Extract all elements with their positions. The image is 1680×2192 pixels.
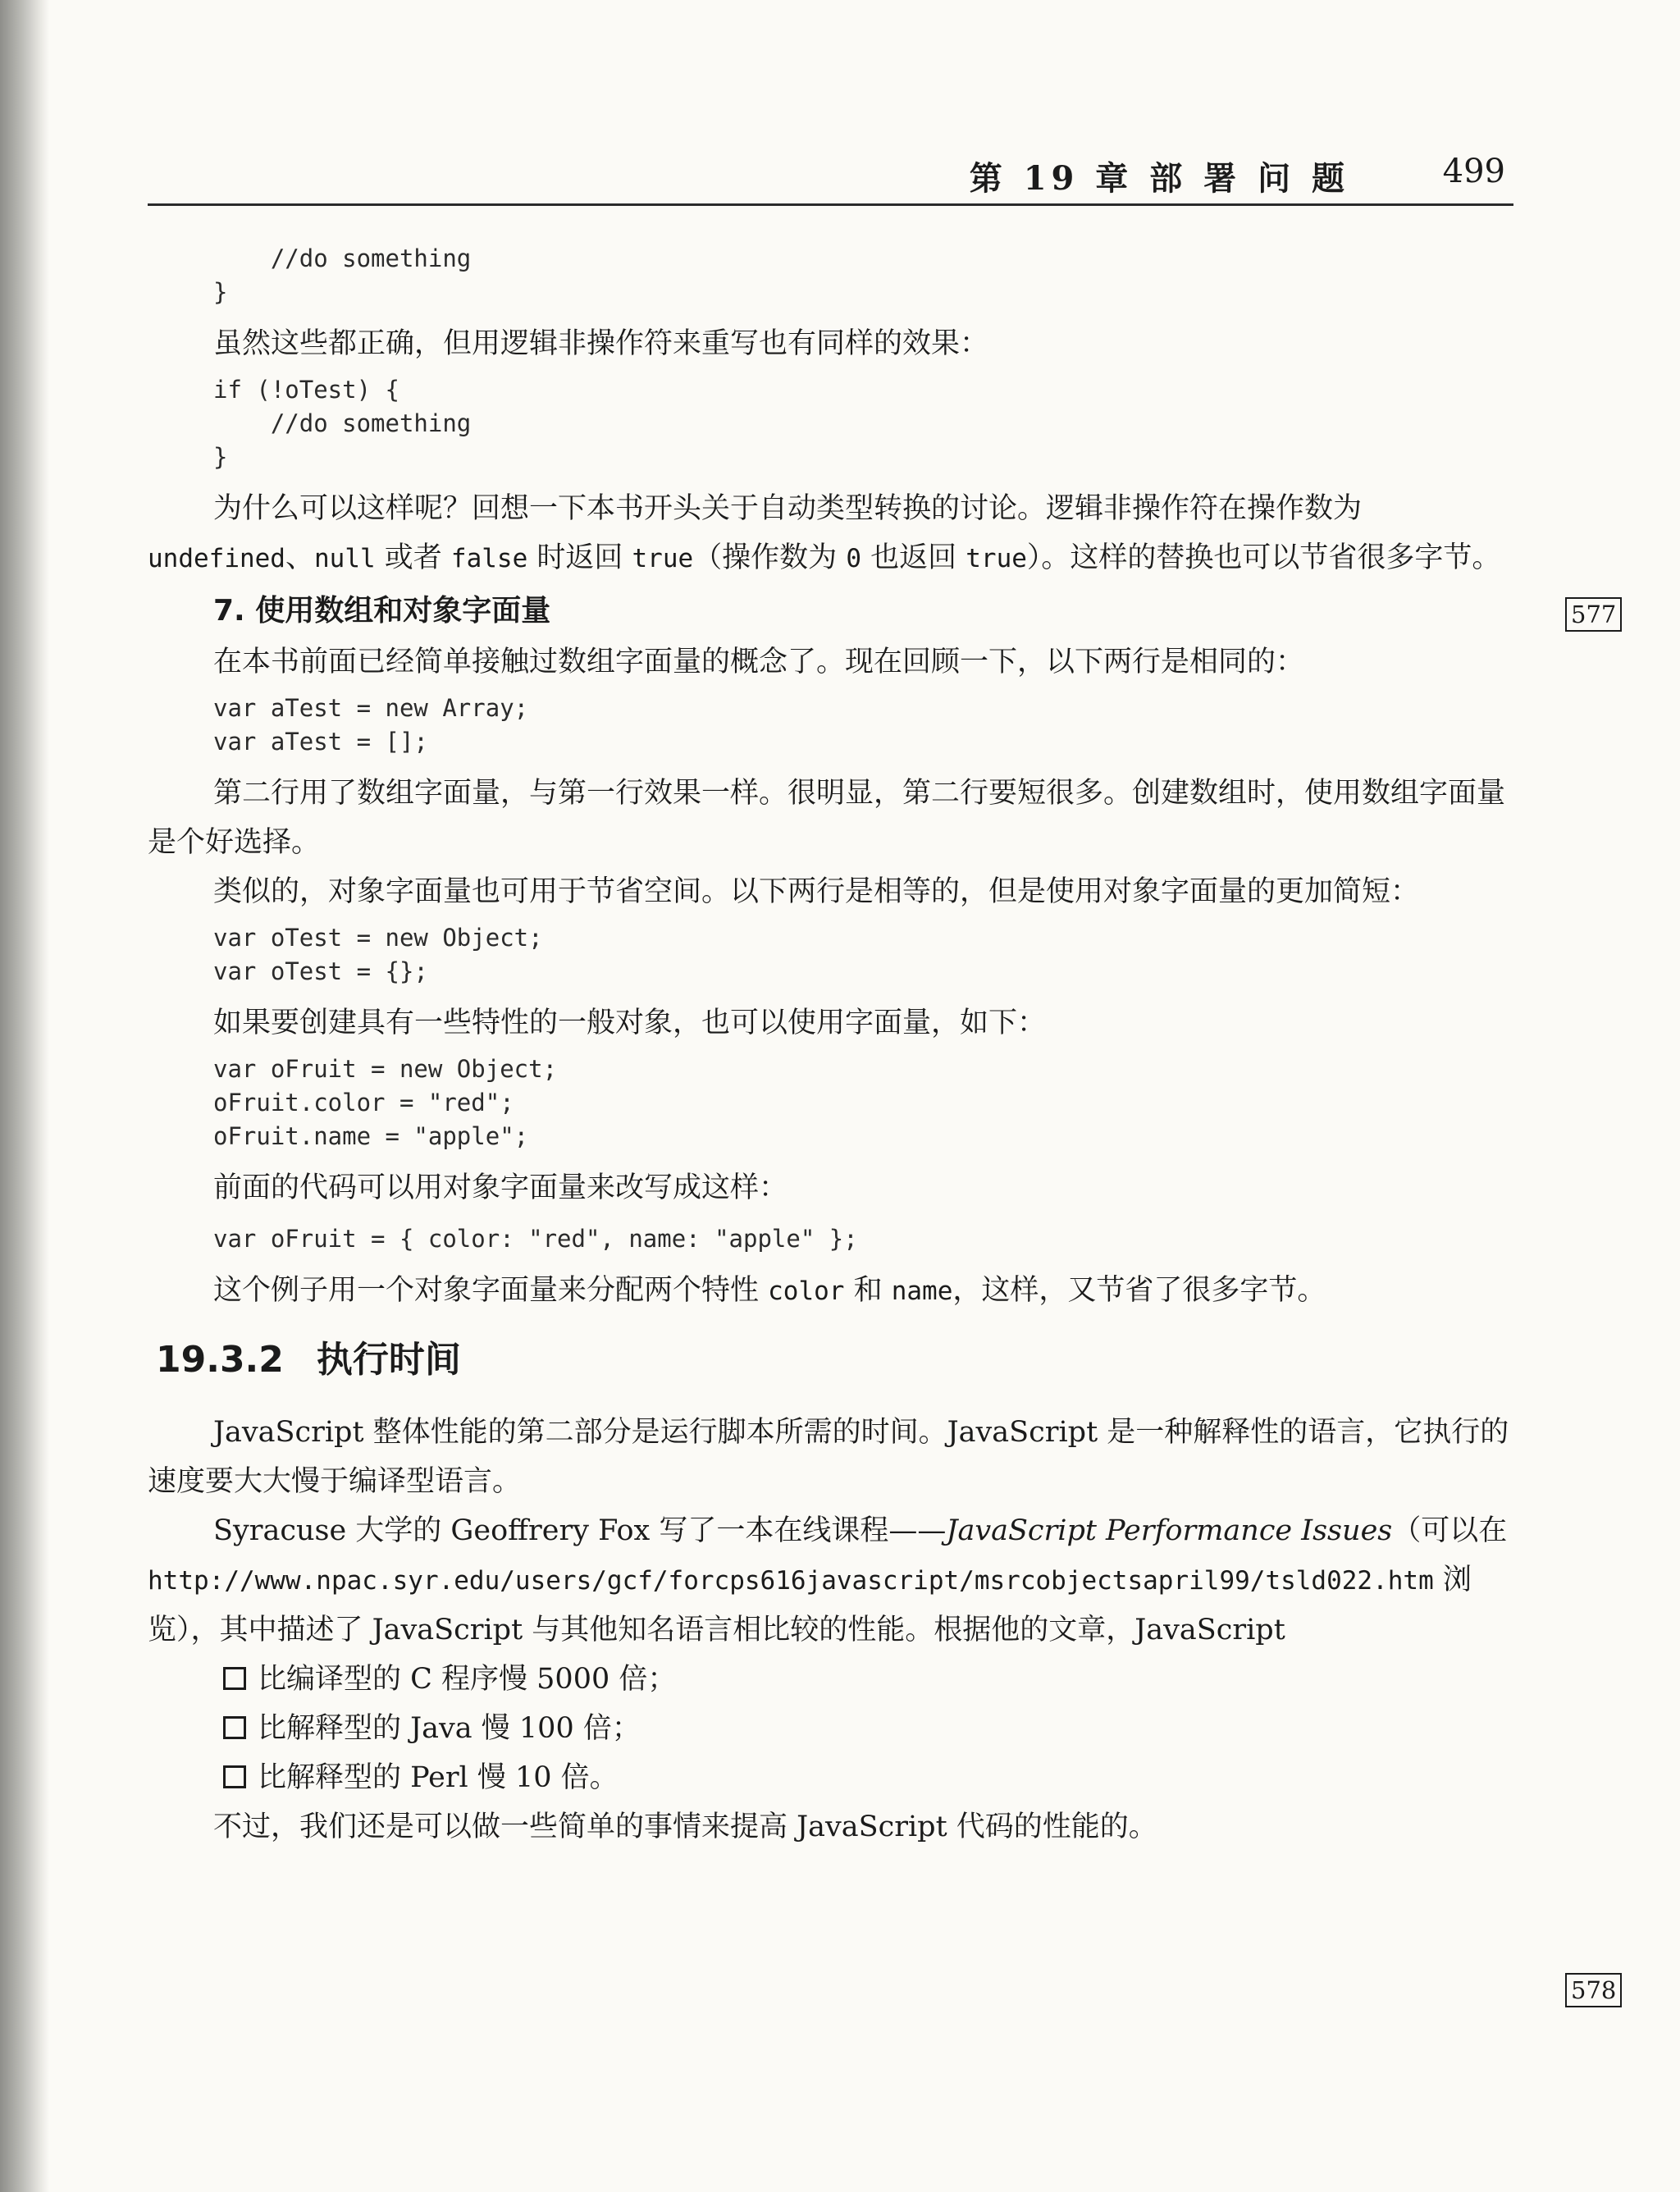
paragraph: JavaScript 整体性能的第二部分是运行脚本所需的时间。JavaScript 是一种解释性的语言，它执行的速度要大大慢于编译型语言。 [148, 1416, 1509, 1498]
paragraph: 在本书前面已经简单接触过数组字面量的概念了。现在回顾一下，以下两行是相同的： [213, 646, 1305, 678]
list-item [223, 1753, 1513, 1802]
text-run: 、 [285, 541, 314, 574]
chapter-title: 第 19 章 部 署 问 题 [969, 159, 1349, 198]
main-text [148, 242, 1513, 1852]
running-header [148, 146, 1513, 206]
text-run: （可以在 [1392, 1514, 1508, 1547]
paragraph [148, 1266, 1513, 1316]
paragraph [148, 484, 1513, 583]
paragraph: 类似的，对象字面量也可用于节省空间。以下两行是相等的，但是使用对象字面量的更加简短： [213, 875, 1420, 908]
text-run: 时返回 [527, 541, 632, 574]
code-term: true [966, 544, 1027, 573]
text-run: 或者 [375, 541, 451, 574]
code-block: var oFruit = { color: "red", name: "apple" }; [213, 1225, 858, 1253]
paragraph: 前面的代码可以用对象字面量来改写成这样： [213, 1171, 788, 1204]
course-title: JavaScript Performance Issues [946, 1514, 1393, 1547]
code-block: var oFruit = new Object; oFruit.color = "red"; oFruit.name = "apple"; [213, 1055, 558, 1150]
text-run: 和 [844, 1274, 892, 1307]
paragraph [148, 1506, 1513, 1655]
list-item [223, 1704, 1513, 1753]
section-title: 执行时间 [316, 1339, 461, 1381]
code-term: undefined [148, 544, 285, 573]
code-block: var oTest = new Object; var oTest = {}; [213, 924, 543, 985]
code-term: 0 [846, 544, 861, 573]
paragraph: 不过，我们还是可以做一些简单的事情来提高 JavaScript 代码的性能的。 [213, 1811, 1157, 1843]
section-number: 19.3.2 [156, 1339, 284, 1381]
text-run: ，这样，又节省了很多字节。 [952, 1274, 1326, 1307]
text-run: 浏览），其中描述了 JavaScript 与其他知名语言相比较的性能。根据他的文章，JavaScript [148, 1564, 1472, 1646]
margin-page-ref: 578 [1565, 1973, 1622, 2007]
text-run: ）。这样的替换也可以节省 [1026, 541, 1358, 574]
code-term: null [314, 544, 376, 573]
list-item [223, 1655, 1513, 1704]
text-run: 为什么可以这样呢？回想一下本书开头关于自动类型转换的讨论。逻辑非操作符在操作数为 [213, 492, 1363, 525]
code-term: true [632, 544, 694, 573]
code-term: name [891, 1276, 953, 1306]
checkbox-bullet-icon [223, 1667, 246, 1690]
list-item-text: 比解释型的 Perl 慢 10 倍。 [258, 1761, 619, 1794]
text-run: 也返回 [861, 541, 966, 574]
checkbox-bullet-icon [223, 1716, 246, 1739]
text-run: 很多字节。 [1357, 541, 1501, 574]
list-item-text: 比编译型的 C 程序慢 5000 倍； [258, 1663, 677, 1696]
subsection-heading: 7. 使用数组和对象字面量 [213, 594, 551, 628]
url-text: http://www.npac.syr.edu/users/gcf/forcps616javascript/msrcobjectsapril99/tsld022.htm [148, 1566, 1434, 1596]
code-block: var aTest = new Array; var aTest = []; [213, 694, 529, 756]
paragraph: 虽然这些都正确，但用逻辑非操作符来重写也有同样的效果： [213, 327, 989, 360]
text-run: 这个例子用一个对象字面量来分配两个特性 [213, 1274, 769, 1307]
page-number: 499 [1442, 153, 1505, 190]
code-term: color [768, 1276, 845, 1306]
paragraph: 如果要创建具有一些特性的一般对象，也可以使用字面量，如下： [213, 1007, 1047, 1039]
section-heading [156, 1336, 1513, 1385]
list-item-text: 比解释型的 Java 慢 100 倍； [258, 1712, 641, 1745]
checkbox-bullet-icon [223, 1765, 246, 1788]
text-run: Syracuse 大学的 Geoffrery Fox 写了一本在线课程—— [213, 1514, 947, 1547]
text-run: （操作数为 [693, 541, 847, 574]
code-term: false [450, 544, 528, 573]
code-block: if (!oTest) { //do something } [213, 376, 472, 471]
code-block: //do something } [213, 244, 472, 306]
paragraph: 第二行用了数组字面量，与第一行效果一样。很明显，第二行要短很多。创建数组时，使用数组字面量是个好选择。 [148, 777, 1506, 859]
margin-page-ref: 577 [1565, 597, 1622, 632]
